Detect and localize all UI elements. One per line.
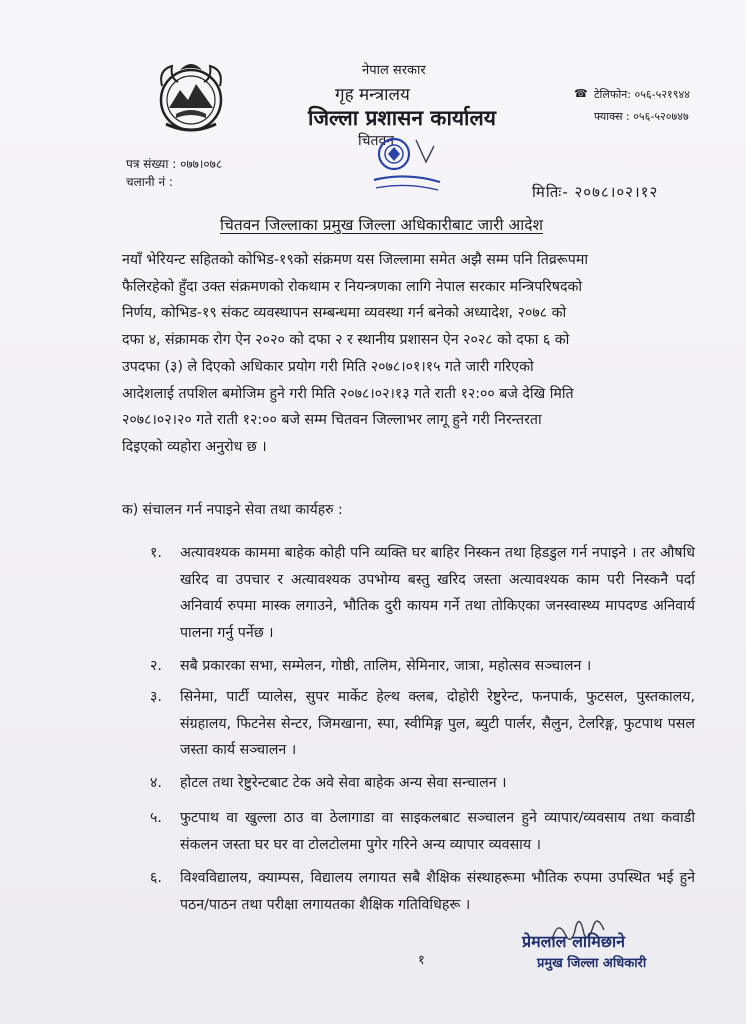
signatory-designation: प्रमुख जिल्ला अधिकारी	[537, 956, 647, 971]
intro-line: फैलिरहेको हुँदा उक्त संक्रमणको रोकथाम र नियन्त्रणका लागि नेपाल सरकार मन्त्रिपरिषदको	[122, 278, 583, 295]
intro-line: दिइएको व्यहोरा अनुरोध छ ।	[122, 438, 267, 455]
fax-number: फ्याक्स : ०५६-५२०७४७	[594, 110, 689, 123]
intro-line: उपदफा (३) ले दिएको अधिकार प्रयोग गरी मिति २०७८।०१।१५ गते जारी गरिएको	[122, 358, 534, 375]
item-text: फुटपाथ वा खुल्ला ठाउ वा ठेलागाडा वा साइकलबाट सञ्चालन हुने व्यापार/व्यवसाय तथा कवाडी संकलन जस्ता घर घर वा टोलटोलमा पुगेर गरिने अन्य व्यापार व्यवसाय ।	[180, 810, 695, 853]
intro-line: दफा ४, संक्रामक रोग ऐन २०२० को दफा २ र स्थानीय प्रशासन ऐन २०२८ को दफा ६ को	[122, 332, 570, 349]
letter-date: मितिः- २०७८।०२।१२	[532, 183, 659, 201]
item-text: अत्यावश्यक काममा बाहेक कोही पनि व्यक्ति घर बाहिर निस्कन तथा हिडडुल गर्न नपाइने । तर औषधि खरिद वा उपचार र अत्यावश्यक उपभोग्य बस्तु खरिद जस्ता अत्यावश्यक काम परी निस्कनै पर्दा अनिवार्य रुपमा मास्क लगाउने, भौतिक दुरी कायम गर्ने तथा तोकिएका जनस्वास्थ्य मापदण्ड अनिवार्य पालना गर्नु पर्नेछ ।	[180, 545, 695, 642]
intro-line: २०७८।०२।२० गते राती १२:०० बजे सम्म चितवन जिल्लाभर लागू हुने गरी निरन्तरता	[122, 412, 542, 429]
item-number: १.	[150, 545, 162, 561]
list-item	[150, 684, 695, 764]
page-number: १	[418, 953, 425, 968]
district-label: चितवन	[358, 133, 395, 149]
telephone-icon: ☎	[574, 87, 588, 100]
item-number: ५.	[150, 810, 162, 826]
section-heading: क) संचालन गर्न नपाइने सेवा तथा कार्यहरु :	[122, 502, 343, 518]
intro-line: नयाँ भेरियन्ट सहितको कोभिड-१९को संक्रमण यस जिल्लामा समेत अझै सम्म पनि तिव्ररूपमा	[122, 252, 589, 268]
intro-line: निर्णय, कोभिड-१९ संकट व्यवस्थापन सम्बन्धमा व्यवस्था गर्न बनेको अध्यादेश, २०७८ को	[122, 305, 567, 322]
reference-number: पत्र संख्या : ०७७।०७८	[126, 157, 223, 171]
list-item	[150, 770, 695, 797]
intro-paragraph	[122, 247, 687, 461]
signatory-name: प्रेमलाल लामिछाने	[522, 932, 626, 951]
list-item	[150, 540, 695, 647]
ministry-label: गृह मन्त्रालय	[335, 85, 410, 105]
government-label: नेपाल सरकार	[362, 63, 426, 78]
phone-number: टेलिफोन: ०५६-५२१९४४	[594, 88, 690, 101]
item-text: विश्वविद्यालय, क्याम्पस, विद्यालय लगायत सबै शैक्षिक संस्थाहरूमा भौतिक रुपमा उपस्थित भई हुने पठन/पाठन तथा परीक्षा लगायतका शैक्षिक गतिविधिहरू ।	[180, 870, 695, 913]
item-number: २.	[150, 658, 162, 674]
dispatch-number: चलानी नं :	[126, 175, 173, 189]
item-number: ६.	[150, 870, 162, 886]
list-item	[150, 865, 695, 918]
item-number: ४.	[150, 775, 162, 791]
nepal-emblem-icon	[150, 56, 232, 136]
order-title: चितवन जिल्लाका प्रमुख जिल्ला अधिकारीबाट जारी आदेश	[220, 216, 544, 234]
item-text: होटल तथा रेष्टुरेन्टबाट टेक अवे सेवा बाहेक अन्य सेवा सन्चालन ।	[180, 775, 507, 791]
list-item	[150, 805, 695, 858]
item-text: सबै प्रकारका सभा, सम्मेलन, गोष्ठी, तालिम, सेमिनार, जात्रा, महोत्सव सञ्चालन ।	[180, 658, 592, 674]
office-stamp	[368, 132, 444, 196]
list-item	[150, 653, 695, 680]
office-title: जिल्ला प्रशासन कार्यालय	[308, 106, 496, 130]
intro-line: आदेशलाई तपशिल बमोजिम हुने गरी मिति २०७८।०२।१३ गते राती १२:०० बजे देखि मिति	[122, 385, 574, 402]
item-text: सिनेमा, पार्टी प्यालेस, सुपर मार्केट हेल्थ क्लब, दोहोरी रेष्टुरेन्ट, फनपार्क, फुटसल, पुस्तकालय, संग्रहालय, फिटनेस सेन्टर, जिमखाना, स्पा, स्वीमिङ्ग पुल, ब्युटी पार्लर, सैलुन, टेलरिङ्ग, फुटपाथ पसल जस्ता कार्य सञ्चालन ।	[180, 689, 695, 759]
item-number: ३.	[150, 689, 162, 705]
